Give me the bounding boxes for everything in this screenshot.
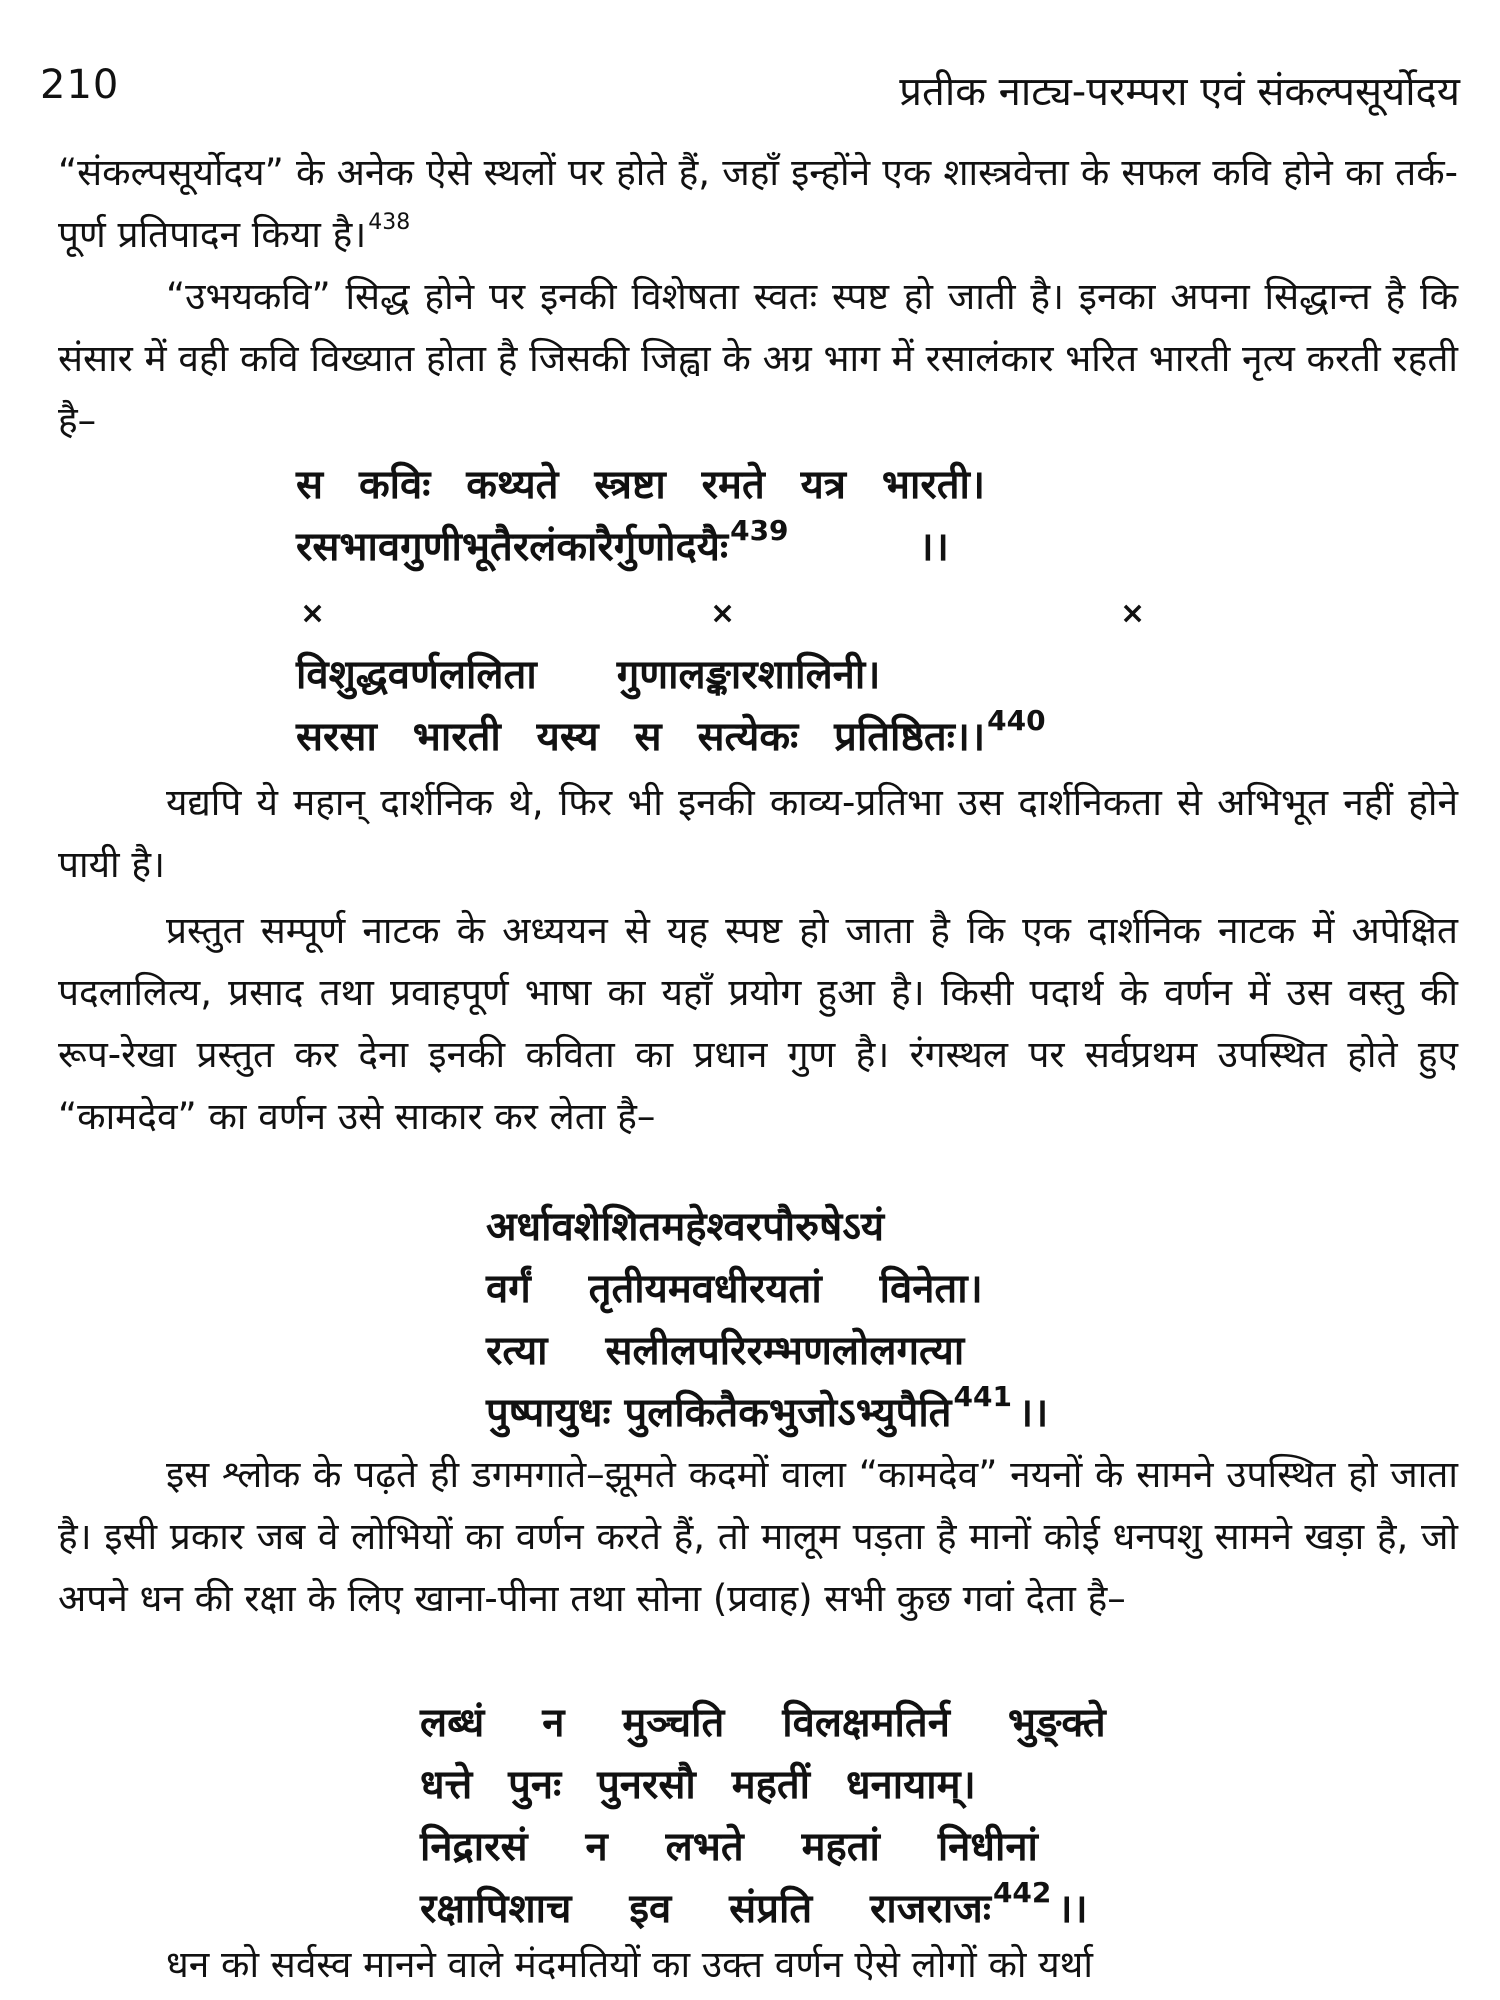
paragraph-4-text: प्रस्तुत सम्पूर्ण नाटक के अध्ययन से यह स्पष्ट हो जाता है कि एक दार्शनिक नाटक में अपेक्षित पदलालित्य, प्रसाद तथा प्रवाहपूर्ण भाषा का यहाँ प्रयोग हुआ है। किसी पदार्थ के वर्णन में उस वस्तु की रूप-रेखा प्रस्तुत कर देना इनकी कविता का प्रधान गुण है। रंगस्थल पर सर्वप्रथम उपस्थित होते हुए “कामदेव” का वर्णन उसे साकार कर लेता है– bbox=[58, 909, 1458, 1138]
verse-4 bbox=[420, 1692, 1106, 1940]
verse-2 bbox=[296, 644, 1046, 768]
paragraph-6-text: धन को सर्वस्व मानने वाले मंदमतियों का उक्त वर्णन ऐसे लोगों को यर्था bbox=[166, 1943, 1093, 1986]
verse-4-line-4-end: ।। bbox=[1057, 1886, 1088, 1932]
verse-1-line-2-end: ।। bbox=[918, 524, 949, 570]
paragraph-3 bbox=[58, 772, 1458, 896]
verse-1-line-2: रसभावगुणीभूतैरलंकारैर्गुणोदयैः bbox=[296, 524, 729, 570]
footnote-ref-441: 441 bbox=[953, 1380, 1012, 1413]
paragraph-2 bbox=[58, 266, 1458, 452]
verse-separator bbox=[300, 596, 1160, 636]
page-number: 210 bbox=[40, 62, 120, 108]
paragraph-2-text: “उभयकवि” सिद्ध होने पर इनकी विशेषता स्वतः स्पष्ट हो जाती है। इनका अपना सिद्धान्त है कि संसार में वही कवि विख्यात होता है जिसकी जिह्वा के अग्र भाग में रसालंकार भरित भारती नृत्य करती रहती है– bbox=[58, 275, 1458, 442]
verse-3-line-1: अर्धावशेशितमहेश्वरपौरुषेऽयं bbox=[486, 1204, 885, 1250]
paragraph-1 bbox=[58, 142, 1458, 266]
verse-2-line-1b: गुणालङ्कारशालिनी। bbox=[616, 652, 881, 698]
footnote-ref-438: 438 bbox=[368, 210, 411, 235]
separator-mark: × bbox=[300, 596, 326, 631]
verse-3-line-3: रत्या सलीलपरिरम्भणलोलगत्या bbox=[486, 1328, 965, 1374]
verse-4-line-3: निद्रारसं न लभते महतां निधीनां bbox=[420, 1824, 1038, 1870]
separator-mark: × bbox=[1120, 596, 1146, 631]
verse-2-line-2: सरसा भारती यस्य स सत्येकः प्रतिष्ठितः।। bbox=[296, 714, 986, 760]
paragraph-6 bbox=[58, 1934, 1458, 1996]
paragraph-5 bbox=[58, 1444, 1458, 1630]
verse-4-line-1: लब्धं न मुञ्चति विलक्षमतिर्न भुङ्क्ते bbox=[420, 1700, 1106, 1746]
verse-2-line-1a: विशुद्धवर्णललिता bbox=[296, 652, 537, 698]
footnote-ref-440: 440 bbox=[987, 704, 1046, 737]
running-title: प्रतीक नाट्य-परम्परा एवं संकल्पसूर्योदय bbox=[899, 69, 1460, 115]
paragraph-4 bbox=[58, 900, 1458, 1148]
paragraph-1-text: “संकल्पसूर्योदय” के अनेक ऐसे स्थलों पर होते हैं, जहाँ इन्होंने एक शास्त्रवेत्ता के सफल कवि होने का तर्क-पूर्ण प्रतिपादन किया है। bbox=[58, 151, 1458, 256]
page-header bbox=[40, 62, 1460, 122]
verse-4-line-2: धत्ते पुनः पुनरसौ महतीं धनायाम्। bbox=[420, 1762, 976, 1808]
footnote-ref-442: 442 bbox=[992, 1876, 1052, 1909]
verse-4-line-4: रक्षापिशाच इव संप्रति राजराजः bbox=[420, 1886, 991, 1932]
verse-1-line-1: स कविः कथ्यते स्त्रष्टा रमते यत्र भारती। bbox=[296, 462, 986, 508]
footnote-ref-439: 439 bbox=[730, 514, 789, 547]
verse-3-line-2: वर्गं तृतीयमवधीरयतां विनेता। bbox=[486, 1266, 983, 1312]
verse-3-line-4: पुष्पायुधः पुलकितैकभुजोऽभ्युपैति bbox=[486, 1390, 952, 1436]
verse-1 bbox=[296, 454, 985, 578]
paragraph-5-text: इस श्लोक के पढ़ते ही डगमगाते–झूमते कदमों वाला “कामदेव” नयनों के सामने उपस्थित हो जाता है। इसी प्रकार जब वे लोभियों का वर्णन करते हैं, तो मालूम पड़ता है मानों कोई धनपशु सामने खड़ा है, जो अपने धन की रक्षा के लिए खाना-पीना तथा सोना (प्रवाह) सभी कुछ गवां देता है– bbox=[58, 1453, 1458, 1620]
separator-mark: × bbox=[710, 596, 736, 631]
verse-3 bbox=[486, 1196, 1048, 1444]
verse-3-line-4-end: ।। bbox=[1017, 1390, 1049, 1436]
paragraph-3-text: यद्यपि ये महान् दार्शनिक थे, फिर भी इनकी काव्य-प्रतिभा उस दार्शनिकता से अभिभूत नहीं होने पायी है। bbox=[58, 781, 1458, 886]
